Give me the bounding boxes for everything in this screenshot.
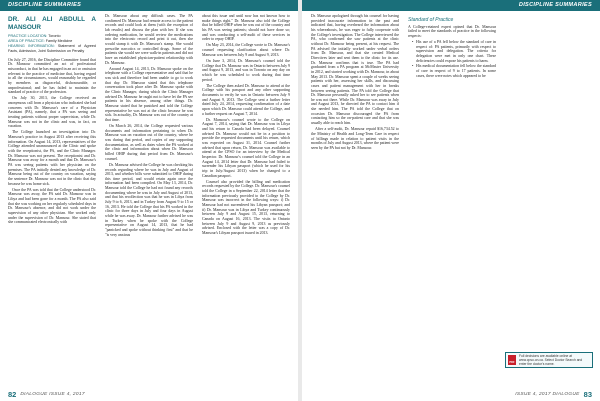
paragraph: Dr. Mansour advised the College he was checking his records regarding where he was in July and August of 2013, and whether bills were submitted to OHIP during this time period, and would retain again once the information had been compiled. On May 13, 2014, Dr. Mansour told the College he had not found any records documenting where he was in July and August of 2013, and that his recollection was that he was in Libya from July 9 to 6, 2013, and in Turkey from August 9 to 15 or 16, 2013. He told the College that his PA worked in the clinic for three days in July and four days in August while he was away. Dr. Mansour further advised he was in Turkey when he spoke with the College representative on August 14, 2013, that he had "panicked and spoke without thinking first" and that he "is very anxious xyxy=(105,162,193,237)
area-of-practice-label: AREA OF PRACTICE: xyxy=(8,39,45,44)
paragraph: On March 26, 2014, the College requested various documents and information pertaining to when Dr. Mansour was on vacation out of the country, where he was during that period, and copies of any supporting documentation, as well as dates when the PA worked at the clinic and information about when Dr. Mansour billed OHIP during that period from Dr. Mansour's counsel. xyxy=(105,124,193,161)
paragraph: A College-retained expert opined that Dr. Mansour failed to meet the standards of practice in the following respects: xyxy=(408,24,496,38)
footer-right xyxy=(515,390,592,399)
paragraph: The College then asked Dr. Mansour to attend at the College with his passport and any other supporting documents to verify he was in Ontario between July 9 and August 9, 2013. The College sent a further letter dated July 24, 2014, requesting confirmation of a date upon which Dr. Mansour could attend the College, and a further request on August 7, 2014. xyxy=(202,83,290,116)
page-spine xyxy=(298,0,302,401)
paragraph: Around August 14, 2013, Dr. Mansour spoke on the telephone with a College representative and said that he was sick and therefore had been unable to go to work that day. Dr. Mansour stated that this telephone conversation took place after Dr. Mansour spoke with the Clinic Manager, during which the Clinic Manager advised Dr. Mansour he ought not to have let the PA see patients in his absence, among other things. Dr. Mansour stated that he panicked and told the College representative he was not at the clinic because he was sick. In actuality, Dr. Mansour was out of the country at that time. xyxy=(105,66,193,122)
case-name: DR. ALI ALI ABDULL A MANSOUR xyxy=(8,16,96,31)
area-of-practice-value: Family Medicine xyxy=(45,39,73,44)
column-2 xyxy=(105,14,193,388)
magazine-issue-left: DIALOGUE ISSUE 4, 2017 xyxy=(20,392,85,397)
paragraph: The College launched an investigation into Dr. Mansour's practice in August 2013 after receiving this information. On August 14, 2013, representatives of the College attended unannounced at the Clinic and spoke with the receptionist, the PA, and the Clinic Manager. Dr. Mansour was not present. The receptionist and Dr. Mansour was away for a month and that Dr. Mansour's PA was seeing patients with her physician on the premises. The PA initially denied any knowledge of Dr. Mansour being out of the country on vacation, saying the sentence Dr. Mansour was not in the clinic that day because he was home sick. xyxy=(8,130,96,186)
paragraph: Counsel also provided the billing and medication records requested by the College. Dr. Mansour's counsel told the College in a September 22, 2014 letter that the information previously provided to the College by Dr. Mansour was incorrect in the following ways: i) Dr. Mansour had not surrendered his Libyan passport; and ii) Dr. Mansour was in Libya and Turkey continuously between July 9 and August 15, 2013, returning to Canada on August 16, 2013. The visits to Ontario between July 9 and August 9, 2013 as previously advised. Enclosed with the letter was a copy of Dr. Mansour's Libyan passport issued in 2013. xyxy=(202,179,290,236)
header-right: DISCIPLINE SUMMARIES xyxy=(302,0,600,11)
footer-left xyxy=(8,390,85,399)
paragraph: On July 30, 2013, the College received an anonymous call from a physician who indicated she had concerns with Dr. Mansour's care of a Physician Assistant (PA), namely, that a PA was seeing and treating patients without proper supervision, while Dr. Mansour was not in the clinic and was, in fact, on vacation. xyxy=(8,96,96,129)
column-3 xyxy=(202,14,290,388)
paragraph: On July 27, 2016, the Discipline Committee found that Dr. Mansour committed an act of professional misconduct, in that he has engaged in an act or omission relevant to the practice of medicine that, having regard to all the circumstances, would reasonably be regarded by members as disgraceful, dishonourable, or unprofessional; and he has failed to maintain the standard of practice of the profession. xyxy=(8,57,96,95)
standard-bullets xyxy=(408,40,496,78)
column-4 xyxy=(311,14,399,388)
paragraph: After a self-audit, Dr. Mansour repaid $16,734.52 to the Ministry of Health and Long-Term Care in respect of billings made in relation to patient visits in the months of July and August 2013, where the patient were seen by the PA but not by Dr. Mansour. xyxy=(311,127,399,150)
magazine-issue-right: ISSUE 4, 2017 DIALOGUE xyxy=(515,392,580,397)
list-item: • His medical documentation fell below the standard of care in respect of 9 to 17 patients. In some cases, there were notes which appeared to be xyxy=(412,64,496,78)
column-1 xyxy=(8,14,96,388)
header-left: DISCIPLINE SUMMARIES xyxy=(0,0,298,11)
paragraph: Once the PA was told that the College understood Dr. Mansour was away, the PA said Dr. Mansour was in Libya and had been gone for a month. The PA also said that she was working on her regularly scheduled days in Dr. Mansour's absence, and did not work under the supervision of any other physician. She worked only under the supervision of Dr. Mansour. She stated that she communicated electronically with xyxy=(8,187,96,225)
case-meta xyxy=(8,34,96,54)
section-subheading: Standard of Practice xyxy=(408,17,454,23)
paragraph: Dr. Mansour about any difficult cases. The PA confirmed Dr. Mansour had remote access to the patient records and could look at them (with the exception of lab results) and discuss the plan with her. If she was ordering medication, he would review the medications into the electronic record and print it out, then she would stamp it with Dr. Mansour's stamp. She would prescribe narcotics or controlled drugs. Some of the patients she would see were walk-in patients and did not have an established physician-patient relationship with Dr. Mansour. xyxy=(105,14,193,65)
paragraph: about this issue and until now has not known how to make things right." Dr. Mansour also told the College that he billed OHIP when he was out of the country and his PA was seeing patients; should not have done so; and was conducting a self-audit of these services in order to repay OHIP. xyxy=(202,14,290,42)
practice-location-label: PRACTICE LOCATION: xyxy=(8,34,48,38)
hearing-info-label: HEARING INFORMATION: xyxy=(8,44,55,49)
paragraph: On May 23, 2014, the College wrote to Dr. Mansour's counsel requesting clarification about where Dr. Mansour was between July 9 and August 9, 2013. xyxy=(202,43,290,57)
paragraph: On June 3, 2014, Dr. Mansour's counsel told the College that Dr. Mansour was in Ontario between July 9 and August 9, 2013, and was in Toronto on any day on which he was scheduled to work during that time period. xyxy=(202,58,290,82)
pdf-icon: PDF xyxy=(508,355,516,365)
full-decision-note[interactable] xyxy=(505,352,593,368)
hearing-info-value: Statement of Agreed Facts, Admission, Joint Submission on Penalty xyxy=(8,44,96,53)
page-number-left: 82 xyxy=(8,390,17,399)
page-number-right: 83 xyxy=(583,390,592,399)
list-item: • His use of a PA fell below the standard of care in respect of: PA patients, primarily with respect to supervision and delegation. The criteria for delegation were met in only one chart. These deficiencies could expose his patients to harm. xyxy=(412,40,496,63)
paragraph: Dr. Mansour's counsel wrote to the College on August 7, 2014, saying that Dr. Mansour was in Libya and his return to Canada had been delayed. Counsel advised Dr. Mansour would not be in a position to provide the requested documents until his return, which was expected on August 31, 2014. Counsel further advised that upon return, Dr. Mansour was available to attend at the CPSO for an interview by the Medical Inspector. Dr. Mansour's counsel told the College in an August 14, 2014 letter that Dr. Mansour had failed to surrender his Libyan passport (which he used for his trip in July/August 2013) when he changed to a Canadian passport. xyxy=(202,117,290,178)
note-text: Full decisions are available online at www.cpso.on.ca. Select Doctor Search and enter the doctor's name. xyxy=(519,354,583,366)
column-5 xyxy=(408,14,496,388)
paragraph: Dr. Mansour apologized through his counsel for having provided inaccurate information in the past and indicated that, having overheard the information about his whereabouts, he was eager to fully cooperate with the College's investigation. The College interviewed the PA, who confirmed she saw patients at the clinic without Dr. Mansour being present, at his request. The PA advised the initially worked under verbal orders from Dr. Mansour, and that she created Medical Directives later and sent them to the clinic for its use. Dr. Mansour confirms that is true. The PA had graduated from a PA program at McMaster University in 2012, and started working with Dr. Mansour, in about May 2013. Dr. Mansour spent a couple of weeks seeing patients with her, assessing her skills, and discussing cases and patient management with her in breaks between seeing patients. The PA told the College that Dr. Mansour personally asked her to see patients when he was not there. While Dr. Mansour was away in July and August 2013, he directed the PA to contact him if she needed him. The PA told the College that on occasion Dr. Mansour discouraged the PA from contacting him so the on-patient care and that she was usually able to reach him. xyxy=(311,14,399,126)
practice-location-value: Toronto xyxy=(48,34,61,38)
